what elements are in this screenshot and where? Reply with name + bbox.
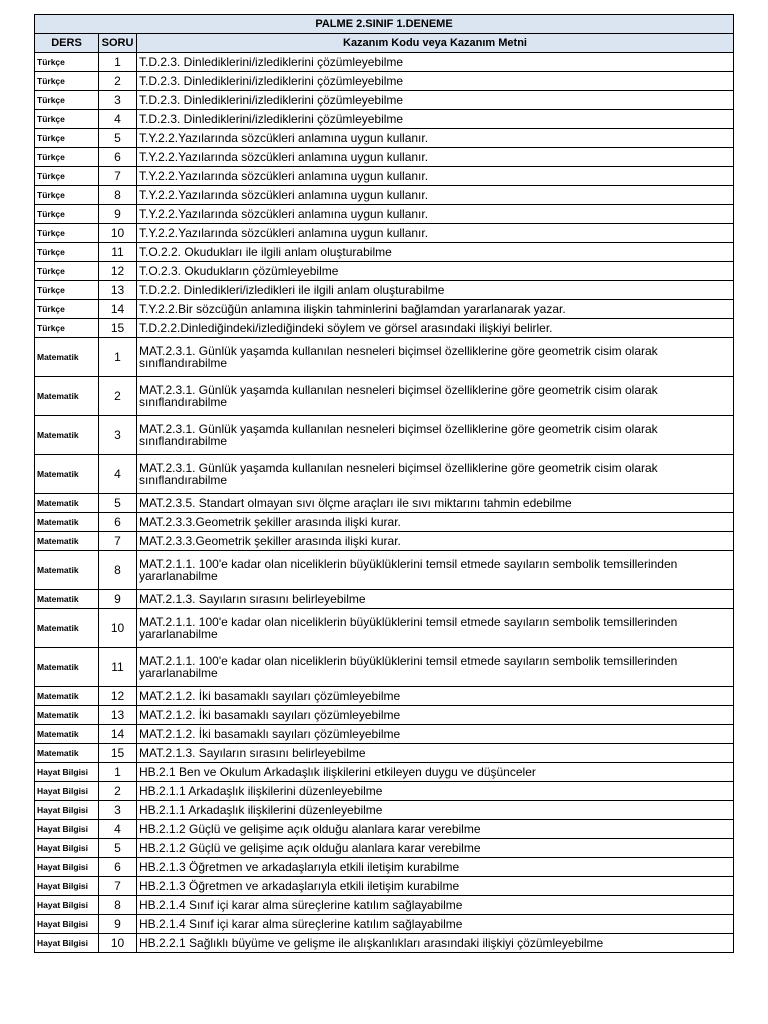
header-kazanim: Kazanım Kodu veya Kazanım Metni [137,34,734,53]
table-row [35,186,734,205]
ders-cell: Matematik [35,648,99,687]
table-row [35,455,734,494]
kazanim-table [34,14,734,953]
kazanim-cell: MAT.2.1.2. İki basamaklı sayıları çözümleyebilme [137,706,734,725]
ders-cell: Türkçe [35,319,99,338]
ders-cell: Türkçe [35,167,99,186]
kazanim-cell: HB.2.1.1 Arkadaşlık ilişkilerini düzenleyebilme [137,801,734,820]
soru-cell: 7 [99,532,137,551]
soru-cell: 7 [99,877,137,896]
ders-cell: Türkçe [35,186,99,205]
table-row [35,224,734,243]
soru-cell: 11 [99,648,137,687]
ders-cell: Matematik [35,725,99,744]
soru-cell: 2 [99,72,137,91]
soru-cell: 1 [99,763,137,782]
kazanim-cell: MAT.2.1.1. 100'e kadar olan niceliklerin büyüklüklerini temsil etmede sayıların sembolik temsillerinden yararlanabilme [137,551,734,590]
ders-cell: Türkçe [35,300,99,319]
soru-cell: 9 [99,590,137,609]
kazanim-cell: MAT.2.1.3. Sayıların sırasını belirleyebilme [137,590,734,609]
table-row [35,706,734,725]
kazanim-cell: MAT.2.3.1. Günlük yaşamda kullanılan nesneleri biçimsel özelliklerine göre geometrik cisim olarak sınıflandırabilme [137,377,734,416]
kazanim-cell: T.Y.2.2.Bir sözcüğün anlamına ilişkin tahminlerini bağlamdan yararlanarak yazar. [137,300,734,319]
kazanim-cell: MAT.2.3.1. Günlük yaşamda kullanılan nesneleri biçimsel özelliklerine göre geometrik cisim olarak sınıflandırabilme [137,416,734,455]
table-row [35,744,734,763]
kazanim-cell: T.Y.2.2.Yazılarında sözcükleri anlamına uygun kullanır. [137,186,734,205]
table-row [35,858,734,877]
soru-cell: 5 [99,129,137,148]
title-row [35,15,734,34]
ders-cell: Türkçe [35,148,99,167]
kazanim-cell: MAT.2.1.2. İki basamaklı sayıları çözümleyebilme [137,725,734,744]
ders-cell: Matematik [35,744,99,763]
table-row [35,416,734,455]
soru-cell: 6 [99,858,137,877]
ders-cell: Hayat Bilgisi [35,934,99,953]
table-row [35,551,734,590]
soru-cell: 9 [99,915,137,934]
table-row [35,763,734,782]
kazanim-cell: HB.2.1.4 Sınıf içi karar alma süreçlerine katılım sağlayabilme [137,915,734,934]
kazanim-cell: T.Y.2.2.Yazılarında sözcükleri anlamına uygun kullanır. [137,167,734,186]
table-row [35,801,734,820]
table-row [35,281,734,300]
soru-cell: 14 [99,725,137,744]
soru-cell: 14 [99,300,137,319]
ders-cell: Türkçe [35,205,99,224]
soru-cell: 5 [99,839,137,858]
table-row [35,494,734,513]
soru-cell: 2 [99,782,137,801]
table-row [35,300,734,319]
soru-cell: 15 [99,319,137,338]
table-row [35,513,734,532]
table-row [35,72,734,91]
soru-cell: 6 [99,148,137,167]
ders-cell: Türkçe [35,110,99,129]
table-row [35,687,734,706]
soru-cell: 11 [99,243,137,262]
ders-cell: Matematik [35,494,99,513]
soru-cell: 13 [99,281,137,300]
ders-cell: Matematik [35,455,99,494]
table-row [35,338,734,377]
soru-cell: 4 [99,820,137,839]
kazanim-cell: T.D.2.3. Dinlediklerini/izlediklerini çözümleyebilme [137,91,734,110]
kazanim-cell: MAT.2.1.1. 100'e kadar olan niceliklerin büyüklüklerini temsil etmede sayıların sembolik temsillerinden yararlanabilme [137,648,734,687]
ders-cell: Türkçe [35,224,99,243]
ders-cell: Matematik [35,551,99,590]
ders-cell: Hayat Bilgisi [35,801,99,820]
soru-cell: 5 [99,494,137,513]
soru-cell: 10 [99,224,137,243]
ders-cell: Matematik [35,609,99,648]
soru-cell: 4 [99,110,137,129]
ders-cell: Matematik [35,706,99,725]
table-row [35,205,734,224]
ders-cell: Hayat Bilgisi [35,877,99,896]
table-row [35,53,734,72]
table-row [35,915,734,934]
table-row [35,91,734,110]
kazanim-cell: MAT.2.3.1. Günlük yaşamda kullanılan nesneleri biçimsel özelliklerine göre geometrik cisim olarak sınıflandırabilme [137,338,734,377]
kazanim-cell: T.O.2.3. Okudukların çözümleyebilme [137,262,734,281]
soru-cell: 1 [99,53,137,72]
kazanim-cell: MAT.2.1.3. Sayıların sırasını belirleyebilme [137,744,734,763]
soru-cell: 12 [99,262,137,281]
ders-cell: Hayat Bilgisi [35,896,99,915]
soru-cell: 8 [99,896,137,915]
kazanim-cell: HB.2.1.4 Sınıf içi karar alma süreçlerine katılım sağlayabilme [137,896,734,915]
table-row [35,609,734,648]
ders-cell: Matematik [35,513,99,532]
soru-cell: 2 [99,377,137,416]
kazanim-cell: HB.2.1.3 Öğretmen ve arkadaşlarıyla etkili iletişim kurabilme [137,858,734,877]
table-row [35,110,734,129]
kazanim-cell: T.D.2.3. Dinlediklerini/izlediklerini çözümleyebilme [137,72,734,91]
table-row [35,590,734,609]
soru-cell: 1 [99,338,137,377]
kazanim-cell: MAT.2.3.1. Günlük yaşamda kullanılan nesneleri biçimsel özelliklerine göre geometrik cisim olarak sınıflandırabilme [137,455,734,494]
ders-cell: Hayat Bilgisi [35,820,99,839]
kazanim-cell: T.Y.2.2.Yazılarında sözcükleri anlamına uygun kullanır. [137,224,734,243]
header-soru: SORU [99,34,137,53]
kazanim-cell: T.Y.2.2.Yazılarında sözcükleri anlamına uygun kullanır. [137,148,734,167]
soru-cell: 3 [99,801,137,820]
table-row [35,262,734,281]
kazanim-cell: HB.2.2.1 Sağlıklı büyüme ve gelişme ile alışkanlıkları arasındaki ilişkiyi çözümleyebilme [137,934,734,953]
table-row [35,782,734,801]
ders-cell: Türkçe [35,72,99,91]
ders-cell: Türkçe [35,129,99,148]
kazanim-cell: MAT.2.1.1. 100'e kadar olan niceliklerin büyüklüklerini temsil etmede sayıların sembolik temsillerinden yararlanabilme [137,609,734,648]
ders-cell: Matematik [35,532,99,551]
table-row [35,532,734,551]
kazanim-cell: MAT.2.1.2. İki basamaklı sayıları çözümleyebilme [137,687,734,706]
kazanim-cell: T.D.2.2.Dinlediğindeki/izlediğindeki söylem ve görsel arasındaki ilişkiyi belirler. [137,319,734,338]
soru-cell: 12 [99,687,137,706]
soru-cell: 13 [99,706,137,725]
ders-cell: Matematik [35,590,99,609]
table-title: PALME 2.SINIF 1.DENEME [35,15,734,34]
table-row [35,877,734,896]
soru-cell: 10 [99,934,137,953]
ders-cell: Türkçe [35,243,99,262]
kazanim-cell: HB.2.1.1 Arkadaşlık ilişkilerini düzenleyebilme [137,782,734,801]
kazanim-cell: MAT.2.3.3.Geometrik şekiller arasında ilişki kurar. [137,513,734,532]
soru-cell: 3 [99,416,137,455]
kazanim-cell: T.Y.2.2.Yazılarında sözcükleri anlamına uygun kullanır. [137,205,734,224]
ders-cell: Türkçe [35,281,99,300]
kazanim-cell: MAT.2.3.3.Geometrik şekiller arasında ilişki kurar. [137,532,734,551]
kazanim-cell: MAT.2.3.5. Standart olmayan sıvı ölçme araçları ile sıvı miktarını tahmin edebilme [137,494,734,513]
table-row [35,129,734,148]
soru-cell: 8 [99,186,137,205]
soru-cell: 8 [99,551,137,590]
ders-cell: Hayat Bilgisi [35,763,99,782]
kazanim-cell: HB.2.1.2 Güçlü ve gelişime açık olduğu alanlara karar verebilme [137,820,734,839]
table-row [35,648,734,687]
ders-cell: Türkçe [35,53,99,72]
ders-cell: Hayat Bilgisi [35,839,99,858]
ders-cell: Hayat Bilgisi [35,858,99,877]
ders-cell: Matematik [35,377,99,416]
kazanim-cell: T.D.2.3. Dinlediklerini/izlediklerini çözümleyebilme [137,53,734,72]
header-ders: DERS [35,34,99,53]
ders-cell: Türkçe [35,262,99,281]
soru-cell: 15 [99,744,137,763]
kazanim-cell: HB.2.1.2 Güçlü ve gelişime açık olduğu alanlara karar verebilme [137,839,734,858]
soru-cell: 4 [99,455,137,494]
table-row [35,934,734,953]
table-row [35,820,734,839]
soru-cell: 7 [99,167,137,186]
table-row [35,896,734,915]
ders-cell: Türkçe [35,91,99,110]
soru-cell: 6 [99,513,137,532]
ders-cell: Hayat Bilgisi [35,915,99,934]
table-row [35,319,734,338]
ders-cell: Hayat Bilgisi [35,782,99,801]
soru-cell: 3 [99,91,137,110]
kazanim-cell: HB.2.1 Ben ve Okulum Arkadaşlık ilişkilerini etkileyen duygu ve düşünceler [137,763,734,782]
kazanim-cell: T.D.2.3. Dinlediklerini/izlediklerini çözümleyebilme [137,110,734,129]
table-row [35,243,734,262]
table-row [35,725,734,744]
table-row [35,377,734,416]
ders-cell: Matematik [35,338,99,377]
kazanim-cell: T.O.2.2. Okudukları ile ilgili anlam oluşturabilme [137,243,734,262]
table-row [35,839,734,858]
ders-cell: Matematik [35,416,99,455]
table-row [35,167,734,186]
kazanim-cell: HB.2.1.3 Öğretmen ve arkadaşlarıyla etkili iletişim kurabilme [137,877,734,896]
kazanim-cell: T.Y.2.2.Yazılarında sözcükleri anlamına uygun kullanır. [137,129,734,148]
header-row [35,34,734,53]
soru-cell: 9 [99,205,137,224]
table-row [35,148,734,167]
ders-cell: Matematik [35,687,99,706]
soru-cell: 10 [99,609,137,648]
kazanim-cell: T.D.2.2. Dinledikleri/izledikleri ile ilgili anlam oluşturabilme [137,281,734,300]
